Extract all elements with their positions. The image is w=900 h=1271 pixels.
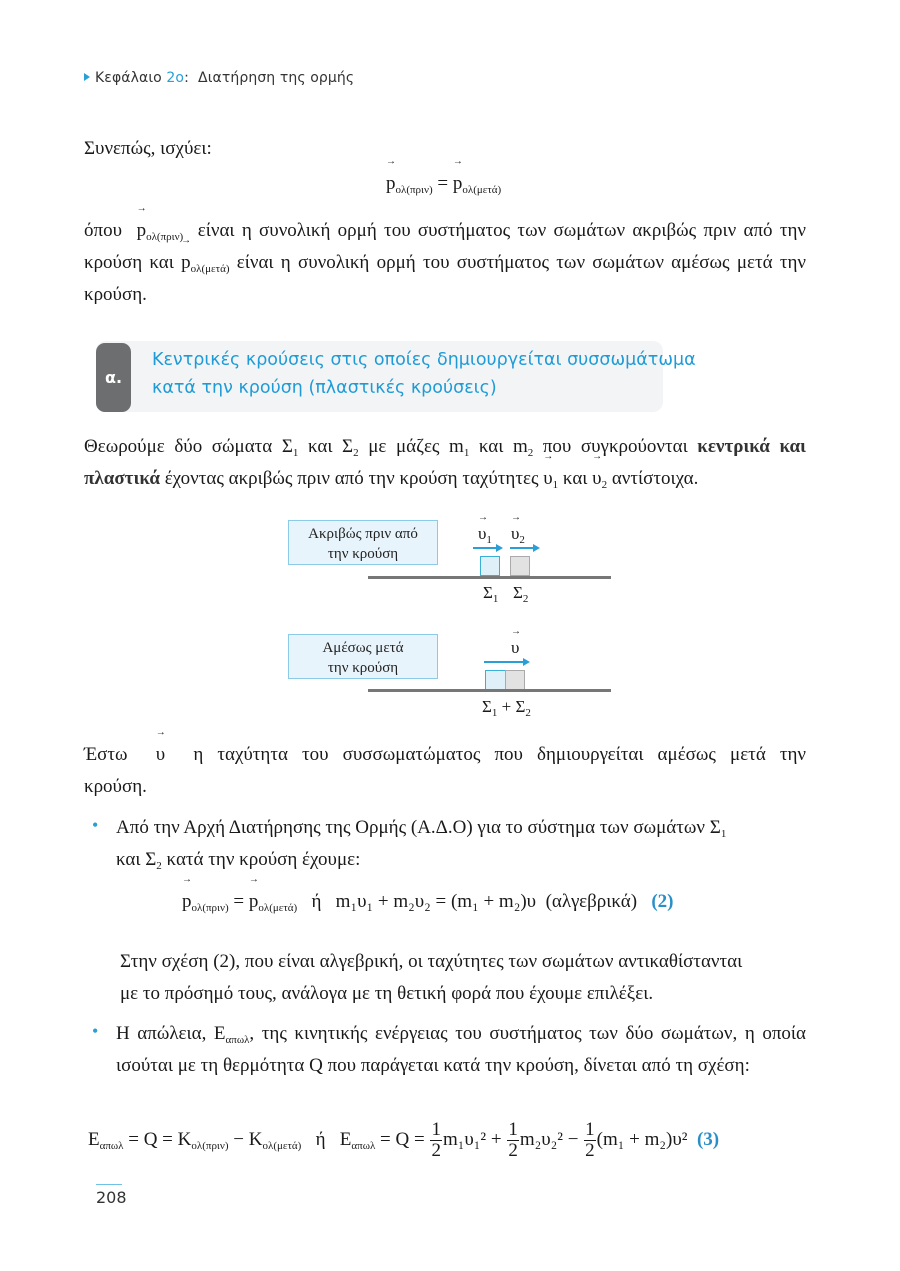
- running-header: [84, 70, 354, 86]
- body-paragraph-1: [84, 431, 806, 495]
- after-label-box: [288, 634, 438, 679]
- fraction-half: [507, 1120, 519, 1161]
- label-line: την κρούση: [327, 660, 399, 676]
- body-2-block: [510, 556, 530, 576]
- chapter-separator: :: [184, 70, 189, 86]
- subscript: 2: [527, 447, 534, 459]
- energy-symbol: Ε: [88, 1128, 100, 1150]
- ground-line-before: [368, 576, 611, 579]
- chapter-label: Κεφάλαιο: [95, 70, 162, 86]
- subscript: 2: [353, 447, 359, 459]
- note-paragraph: [120, 946, 808, 1010]
- subscript: ολ(πριν): [395, 184, 433, 196]
- text: Θεωρούμε δύο σώματα Σ: [84, 436, 293, 457]
- v2-arrow-icon: [510, 547, 536, 549]
- before-label-box: [288, 520, 438, 565]
- sigma: Σ: [483, 583, 493, 602]
- momentum-symbol: → p: [137, 215, 147, 247]
- text: και Σ: [298, 436, 354, 457]
- subscript: ολ(μετά): [258, 902, 298, 914]
- text: αντίστοιχα.: [607, 468, 699, 489]
- page-number-rule: [96, 1184, 122, 1185]
- kinetic-symbol: Κ: [248, 1128, 263, 1150]
- sigma: Σ: [515, 697, 526, 716]
- momentum-symbol: → p: [453, 168, 463, 200]
- note-line: με το πρόσημό τους, ανάλογα με τη θετική φορά που έχουμε επιλέξει.: [120, 983, 654, 1004]
- label-line: την κρούση: [327, 546, 399, 562]
- subscript: 1: [720, 828, 727, 840]
- kinetic-symbol: Κ: [177, 1128, 192, 1150]
- subscript: ολ(μετά): [462, 184, 502, 196]
- text: και m: [469, 436, 528, 457]
- body-1-block: [480, 556, 500, 576]
- subscript: απωλ: [225, 1034, 250, 1046]
- subscript: 1: [491, 707, 498, 719]
- page-number: 208: [96, 1188, 127, 1207]
- sigma: Σ: [482, 697, 492, 716]
- text: = Q =: [123, 1128, 178, 1150]
- bullet-item-2: [116, 1018, 806, 1082]
- text: έχοντας ακριβώς πριν από την κρούση ταχύτητες: [159, 468, 544, 489]
- fraction-half: [430, 1120, 442, 1161]
- section-title: [152, 346, 696, 402]
- equation-1: [386, 168, 501, 200]
- equation-2: [182, 886, 673, 918]
- velocity-symbol: → υ: [511, 524, 519, 544]
- body-2-label: [513, 583, 528, 603]
- label-line: Αμέσως μετά: [322, 640, 404, 656]
- velocity-symbol: → υ: [478, 524, 486, 544]
- text: είναι η συνολική ορμή του συστήματος των σωμάτων αμέσως μετά την κρούση.: [84, 252, 807, 305]
- bullet-icon: •: [92, 1021, 99, 1041]
- text: Από την Αρχή Διατήρησης της Ορμής (Α.Δ.Ο) για το σύστημα των σωμάτων Σ: [116, 817, 721, 838]
- term: (m₁ + m₂)υ²: [596, 1128, 688, 1150]
- equation-note: (αλγεβρικά): [545, 891, 638, 912]
- bullet-item-1: [116, 812, 806, 876]
- chapter-number: 2ο: [166, 70, 185, 86]
- subscript: ολ(μετά): [190, 263, 230, 275]
- momentum-symbol: → p: [182, 886, 192, 918]
- chapter-title: Διατήρηση της ορμής: [198, 70, 355, 86]
- subscript: 2: [522, 593, 529, 605]
- subscript: 2: [519, 534, 525, 546]
- v-label: [511, 638, 519, 658]
- text: , της κινητικής ενέργειας του συστήματος των δύο σωμάτων, η οποία ισούται με τη θερμότητα Q που παράγεται κατά την κρούση, δίνεται από τη σχέση:: [116, 1023, 806, 1076]
- v2-label: [511, 524, 525, 544]
- subscript: 1: [292, 447, 299, 459]
- section-title-line: Κεντρικές κρούσεις στις οποίες δημιουργείται συσσωμάτωμα: [152, 350, 696, 370]
- intro-paragraph: [84, 215, 806, 311]
- combined-body-1-block: [485, 670, 506, 690]
- sigma: Σ: [513, 583, 523, 602]
- text: είναι η συνολική ορμή του συστήματος των σωμάτων ακριβώς πριν από την κρούση και: [84, 220, 807, 273]
- v1-arrow-icon: [473, 547, 499, 549]
- momentum-symbol: → p: [386, 168, 396, 200]
- subscript: 2: [525, 707, 531, 719]
- equals-sign: =: [233, 891, 245, 912]
- denominator: 2: [431, 1140, 441, 1161]
- subscript: απωλ: [99, 1139, 124, 1152]
- bullet-icon: •: [92, 815, 99, 835]
- momentum-symbol: → p: [249, 886, 259, 918]
- v1-label: [478, 524, 492, 544]
- text: όπου: [84, 220, 122, 241]
- section-badge: α.: [96, 343, 131, 412]
- emphasis: πλαστικά: [84, 468, 160, 489]
- label-line: Ακριβώς πριν από: [308, 526, 418, 542]
- subscript: 1: [552, 479, 559, 491]
- section-title-line: κατά την κρούση (πλαστικές κρούσεις): [152, 378, 497, 398]
- combined-body-label: [482, 697, 531, 717]
- text: και Σ: [116, 849, 157, 870]
- emphasis: κεντρικά και: [697, 436, 806, 457]
- v-arrow-icon: [484, 661, 526, 663]
- text: Έστω: [84, 744, 128, 765]
- velocity-symbol: → υ: [543, 463, 552, 495]
- text: κατά την κρούση έχουμε:: [161, 849, 361, 870]
- denominator: 2: [585, 1140, 595, 1161]
- equation-3: [88, 1120, 719, 1161]
- energy-symbol: Ε: [339, 1128, 352, 1150]
- text: = Q =: [375, 1128, 430, 1150]
- velocity-symbol: → υ: [511, 638, 519, 658]
- numerator: 1: [431, 1119, 441, 1140]
- fraction-half: [584, 1120, 596, 1161]
- subscript: 1: [486, 534, 492, 546]
- numerator: 1: [508, 1119, 518, 1140]
- subscript: ολ(πριν): [191, 1139, 229, 1152]
- velocity-symbol: → υ: [156, 739, 165, 771]
- text: −: [562, 1128, 584, 1150]
- subscript: ολ(μετά): [262, 1139, 302, 1152]
- equals-sign: =: [437, 173, 449, 194]
- text: η ταχύτητα του συσσωματώματος που δημιουργείται αμέσως μετά την κρούση.: [84, 744, 807, 797]
- text: Η απώλεια, Ε: [116, 1023, 226, 1044]
- or-word: ή: [311, 891, 322, 912]
- term: m₁υ₁²: [442, 1128, 487, 1150]
- body-1-label: [483, 583, 498, 603]
- subscript: απωλ: [351, 1139, 376, 1152]
- velocity-symbol: → υ: [592, 463, 601, 495]
- subscript: 1: [492, 593, 499, 605]
- denominator: 2: [508, 1140, 518, 1161]
- text: με μάζες m: [358, 436, 464, 457]
- or-word: ή: [315, 1128, 326, 1150]
- plus: +: [501, 697, 512, 716]
- subscript: 2: [156, 860, 162, 872]
- combined-body-2-block: [505, 670, 525, 690]
- algebraic-equation: m₁υ₁ + m₂υ₂ = (m₁ + m₂)υ: [335, 891, 537, 912]
- intro-lead: Συνεπώς, ισχύει:: [84, 138, 212, 159]
- momentum-symbol: → p: [181, 247, 191, 279]
- text: +: [486, 1128, 507, 1150]
- text: και: [558, 468, 593, 489]
- triangle-bullet-icon: [84, 73, 90, 81]
- note-line: Στην σχέση (2), που είναι αλγεβρική, οι ταχύτητες των σωμάτων αντικαθίστανται: [120, 951, 743, 972]
- term: m₂υ₂²: [519, 1128, 563, 1150]
- text: −: [228, 1128, 249, 1150]
- subscript: 1: [463, 447, 470, 459]
- subscript: 2: [601, 479, 608, 491]
- text: που συγκρούονται: [533, 436, 698, 457]
- subscript: ολ(πριν): [146, 231, 184, 243]
- ground-line-after: [368, 689, 611, 692]
- equation-number: (3): [696, 1128, 720, 1150]
- body-paragraph-2: [84, 739, 806, 803]
- equation-number: (2): [651, 891, 674, 912]
- numerator: 1: [585, 1119, 595, 1140]
- subscript: ολ(πριν): [191, 902, 229, 914]
